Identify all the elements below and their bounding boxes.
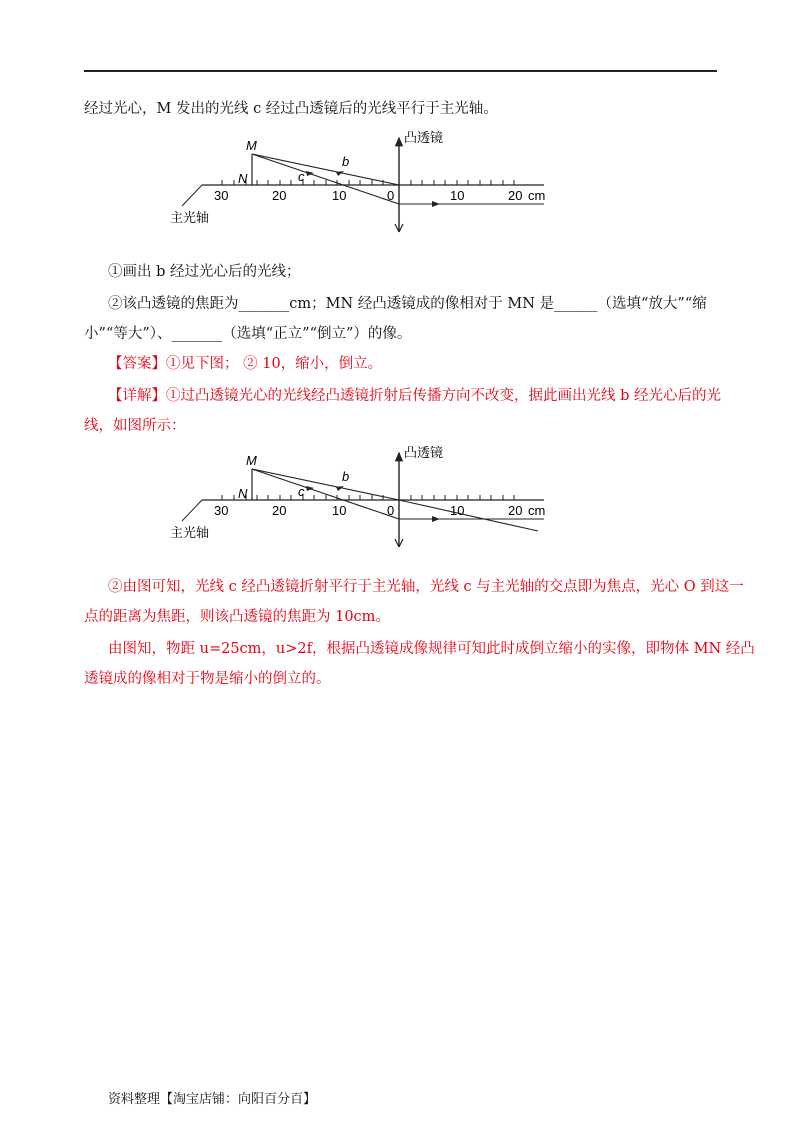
lens-diagram-question	[160, 128, 600, 238]
tick-10: 10	[332, 188, 347, 203]
axis-label: 主光轴	[170, 525, 210, 540]
detail-line1: 【详解】①过凸透镜光心的光线经凸透镜折射后传播方向不改变，据此画出光线 b 经光心后的光	[108, 388, 721, 404]
header-rule	[84, 70, 717, 72]
axis-ticks	[222, 180, 514, 185]
label-M: M	[246, 138, 257, 153]
answer: 【答案】①见下图； ② 10，缩小，倒立。	[108, 356, 383, 372]
question-2-line1: ②该凸透镜的焦距为_______cm；MN 经凸透镜成的像相对于 MN 是______（选填“放大”“缩	[108, 296, 707, 312]
label-N: N	[238, 171, 248, 186]
tick-0: 0	[387, 503, 395, 518]
explain-2-line1: 由图知，物距 u=25cm，u>2f，根据凸透镜成像规律可知此时成倒立缩小的实像，即物体 MN 经凸	[108, 641, 755, 657]
intro-text: 经过光心，M 发出的光线 c 经过凸透镜后的光线平行于主光轴。	[84, 101, 498, 117]
label-c: c	[298, 169, 305, 184]
tick-30: 30	[214, 503, 229, 518]
tick-20-right: 20	[508, 503, 523, 518]
tick-10-right: 10	[450, 188, 465, 203]
label-N: N	[238, 486, 248, 501]
label-M: M	[246, 453, 257, 468]
tick-20: 20	[272, 503, 287, 518]
tick-20: 20	[272, 188, 287, 203]
explain-2-line2: 透镜成的像相对于物是缩小的倒立的。	[84, 671, 331, 687]
axis-ticks	[222, 495, 514, 500]
label-b: b	[342, 154, 350, 169]
tick-20-right: 20	[508, 188, 523, 203]
explain-1-line1: ②由图可知，光线 c 经凸透镜折射平行于主光轴，光线 c 与主光轴的交点即为焦点，光心 O 到这一	[108, 579, 744, 595]
tick-0: 0	[387, 188, 395, 203]
tick-10: 10	[332, 503, 347, 518]
page-footer: 资料整理【淘宝店铺：向阳百分百】	[108, 1092, 317, 1107]
tick-30: 30	[214, 188, 229, 203]
axis-label: 主光轴	[170, 210, 210, 225]
lens-diagram-answer	[160, 443, 600, 553]
label-b: b	[342, 469, 350, 484]
question-2-line2: 小”“等大”）、_______（选填“正立”“倒立”）的像。	[84, 326, 412, 342]
question-1: ①画出 b 经过光心后的光线；	[108, 264, 301, 280]
label-c: c	[298, 484, 305, 499]
unit-cm: cm	[528, 503, 546, 518]
tick-10-right: 10	[450, 503, 465, 518]
detail-line2: 线，如图所示：	[84, 418, 186, 434]
axis-label-leader	[182, 185, 202, 206]
unit-cm: cm	[528, 188, 546, 203]
lens-label: 凸透镜	[404, 445, 444, 460]
lens-label: 凸透镜	[404, 130, 444, 145]
explain-1-line2: 点的距离为焦距，则该凸透镜的焦距为 10cm。	[84, 609, 390, 625]
